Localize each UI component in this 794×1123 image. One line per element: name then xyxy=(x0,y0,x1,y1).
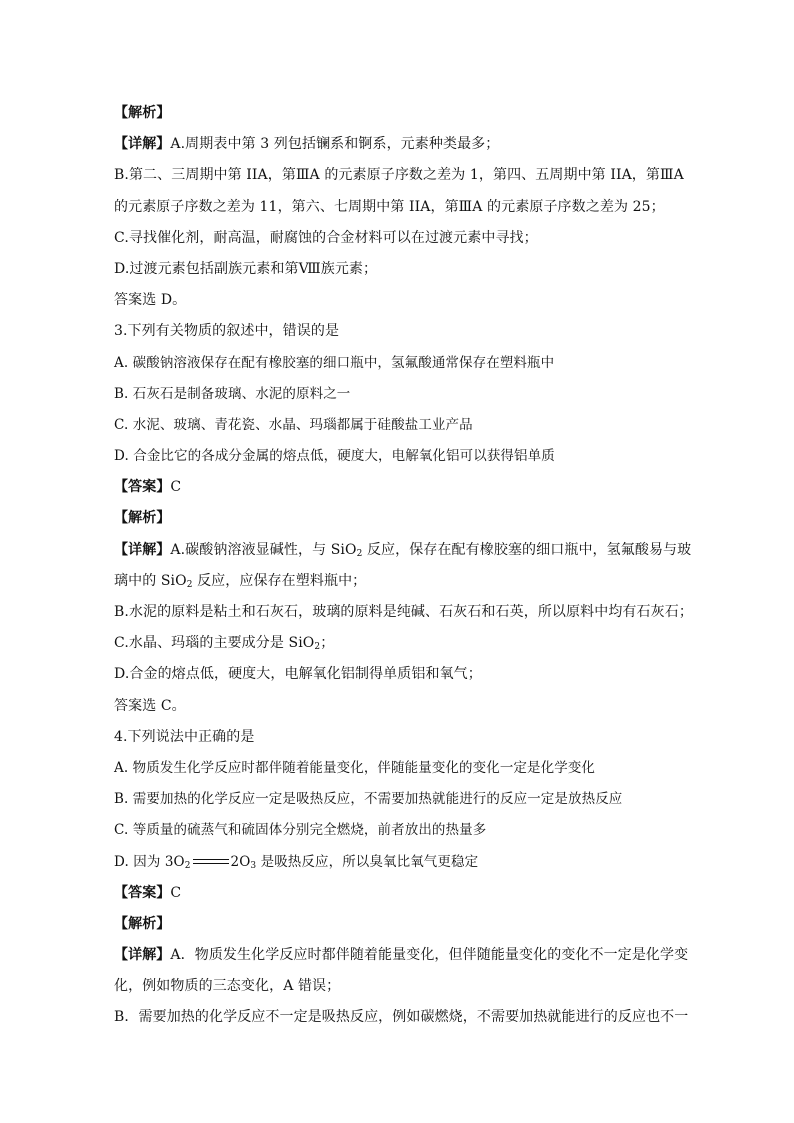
option-line xyxy=(114,787,684,818)
line-text: D. 合金比它的各成分金属的熔点低，硬度大，电解氧化铝可以获得铝单质 xyxy=(114,448,555,465)
answer-label: 答案 xyxy=(128,479,157,496)
line-text: A. 物质发生化学反应时都伴随着能量变化，伴随能量变化的变化一定是化学变化 xyxy=(114,759,596,776)
subscript: 2 xyxy=(356,548,363,559)
answer-value: C xyxy=(170,884,182,901)
formula-text: 2O xyxy=(230,853,251,870)
line-text: C. 水泥、玻璃、青花瓷、水晶、玛瑙都属于硅酸盐工业产品 xyxy=(114,416,473,433)
section-label: 【解析】 xyxy=(114,915,171,932)
line-text: A.碳酸钠溶液显碱性，与 SiO xyxy=(170,541,357,558)
option-line xyxy=(114,444,684,475)
detail-label: 【详解】 xyxy=(114,947,171,964)
line-text: 4.下列说法中正确的是 xyxy=(114,728,255,745)
text-line xyxy=(114,569,684,600)
text-line xyxy=(114,319,684,350)
section-label-text: 解析 xyxy=(128,105,157,121)
document-body xyxy=(114,101,693,1037)
line-text: 反应，保存在配有橡胶塞的细口瓶中，氢氟酸易与玻 xyxy=(362,541,692,558)
text-line xyxy=(114,288,684,319)
line-text: A．物质发生化学反应时都伴随着能量变化，但伴随能量变化的变化不一定是化学变 xyxy=(170,947,689,964)
text-line xyxy=(114,631,684,662)
line-text: D.合金的熔点低，硬度大，电解氧化铝制得单质铝和氧气； xyxy=(114,666,482,683)
line-text: B.第二、三周期中第 IIA，第ⅢA 的元素原子序数之差为 1，第四、五周期中第 IIA，第ⅢA xyxy=(114,167,684,184)
text-line xyxy=(114,163,684,194)
text-line xyxy=(114,725,684,756)
line-text: C.寻找催化剂，耐高温，耐腐蚀的合金材料可以在过渡元素中寻找； xyxy=(114,229,538,246)
line-text: B. 石灰石是制备玻璃、水泥的原料之一 xyxy=(114,385,351,402)
option-line xyxy=(114,850,684,881)
line-text: 璃中的 SiO xyxy=(114,572,187,589)
option-line xyxy=(114,382,684,413)
text-line xyxy=(114,257,684,288)
line-text: 答案选 C。 xyxy=(114,697,186,714)
section-label-text: 解析 xyxy=(128,915,157,932)
option-line xyxy=(114,756,684,787)
detail-label: 【详解】 xyxy=(114,136,171,153)
text-line xyxy=(114,662,684,693)
text-line xyxy=(114,195,684,226)
text-line xyxy=(114,974,684,1005)
line-text: D.过渡元素包括副族元素和第Ⅷ族元素； xyxy=(114,260,378,277)
option-text: D. 因为 3O xyxy=(114,853,185,870)
text-line xyxy=(114,600,693,631)
line-text: 的元素原子序数之差为 11，第六、七周期中第 IIA，第ⅢA 的元素原子序数之差为 25； xyxy=(114,198,665,215)
subscript: 2 xyxy=(186,579,193,590)
detail-label: 【详解】 xyxy=(114,541,171,558)
line-text: 3.下列有关物质的叙述中，错误的是 xyxy=(114,323,340,340)
answer-line: 【答案】C xyxy=(114,884,182,901)
line-text: B.水泥的原料是粘土和石灰石，玻璃的原料是纯碱、石灰石和石英，所以原料中均有石灰石； xyxy=(114,604,693,620)
subscript: 2 xyxy=(184,860,191,871)
subscript: 2 xyxy=(314,642,321,653)
line-text: 化，例如物质的三态变化，A 错误； xyxy=(114,978,341,995)
text-line xyxy=(114,538,692,569)
line-text: A. 碳酸钠溶液保存在配有橡胶塞的细口瓶中，氢氟酸通常保存在塑料瓶中 xyxy=(114,354,555,371)
line-text: C. 等质量的硫蒸气和硫固体分别完全燃烧，前者放出的热量多 xyxy=(114,822,487,839)
text-line xyxy=(114,694,684,725)
line-text: B. 需要加热的化学反应一定是吸热反应，不需要加热就能进行的反应一定是放热反应 xyxy=(114,791,623,808)
text-line xyxy=(114,132,684,163)
option-line xyxy=(114,413,684,444)
line-text: B．需要加热的化学反应不一定是吸热反应，例如碳燃烧，不需要加热就能进行的反应也不一 xyxy=(114,1009,689,1026)
answer-line: 【答案】C xyxy=(114,479,182,496)
section-label: 【解析】 xyxy=(114,510,171,527)
equals-sign xyxy=(191,857,231,867)
text-line xyxy=(114,943,689,974)
answer-value: C xyxy=(170,479,182,496)
answer-label: 答案 xyxy=(128,884,157,901)
line-text: C.水晶、玛瑙的主要成分是 SiO xyxy=(114,635,315,652)
line-text: 答案选 D。 xyxy=(114,292,187,309)
line-text: A.周期表中第 3 列包括镧系和锕系，元素种类最多； xyxy=(170,136,500,153)
text-line xyxy=(114,1005,689,1036)
section-label-text: 解析 xyxy=(128,510,157,527)
option-line xyxy=(114,351,684,382)
text-line xyxy=(114,226,684,257)
section-label: 【解析】 xyxy=(114,105,171,121)
option-text: 是吸热反应，所以臭氧比氧气更稳定 xyxy=(256,853,479,870)
option-line xyxy=(114,818,684,849)
line-text: 反应，应保存在塑料瓶中； xyxy=(192,572,367,589)
subscript: 3 xyxy=(250,860,257,871)
line-text: ； xyxy=(320,635,335,652)
